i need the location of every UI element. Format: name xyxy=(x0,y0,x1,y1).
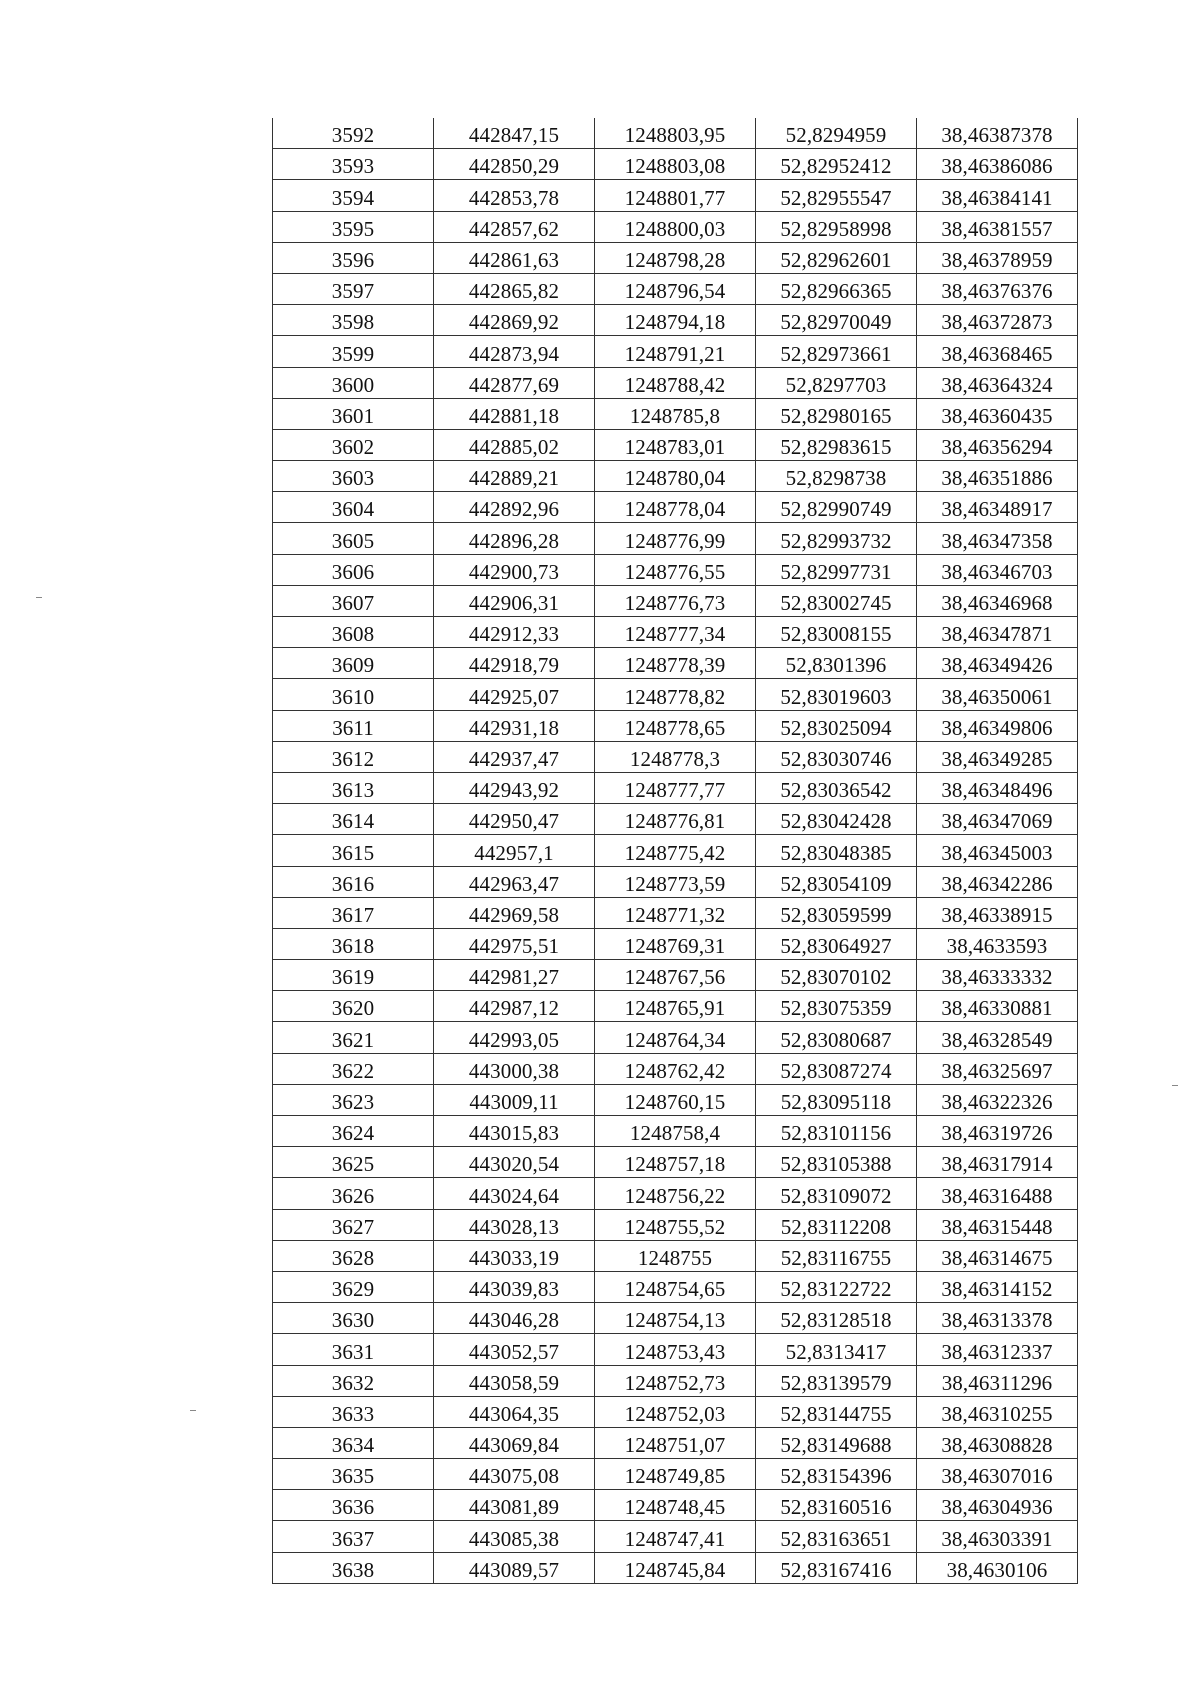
longitude-cell: 38,46311296 xyxy=(917,1365,1078,1396)
table-row xyxy=(273,1365,1078,1396)
latitude-cell: 52,82958998 xyxy=(756,211,917,242)
x-coordinate-cell: 443015,83 xyxy=(434,1116,595,1147)
x-coordinate-cell: 442865,82 xyxy=(434,273,595,304)
y-coordinate-cell: 1248745,84 xyxy=(595,1552,756,1583)
table-row xyxy=(273,1396,1078,1427)
table-row xyxy=(273,1521,1078,1552)
table-row xyxy=(273,1334,1078,1365)
y-coordinate-cell: 1248776,99 xyxy=(595,523,756,554)
table-row xyxy=(273,118,1078,149)
table-row xyxy=(273,991,1078,1022)
latitude-cell: 52,83112208 xyxy=(756,1209,917,1240)
point-number-cell: 3622 xyxy=(273,1053,434,1084)
point-number-cell: 3604 xyxy=(273,492,434,523)
longitude-cell: 38,46350061 xyxy=(917,679,1078,710)
longitude-cell: 38,46376376 xyxy=(917,273,1078,304)
table-row xyxy=(273,305,1078,336)
longitude-cell: 38,46349426 xyxy=(917,648,1078,679)
latitude-cell: 52,82970049 xyxy=(756,305,917,336)
longitude-cell: 38,46387378 xyxy=(917,118,1078,149)
latitude-cell: 52,83105388 xyxy=(756,1147,917,1178)
latitude-cell: 52,83128518 xyxy=(756,1303,917,1334)
point-number-cell: 3633 xyxy=(273,1396,434,1427)
y-coordinate-cell: 1248800,03 xyxy=(595,211,756,242)
x-coordinate-cell: 442900,73 xyxy=(434,554,595,585)
y-coordinate-cell: 1248791,21 xyxy=(595,336,756,367)
longitude-cell: 38,46364324 xyxy=(917,367,1078,398)
latitude-cell: 52,83030746 xyxy=(756,741,917,772)
latitude-cell: 52,8298738 xyxy=(756,461,917,492)
latitude-cell: 52,83144755 xyxy=(756,1396,917,1427)
longitude-cell: 38,46345003 xyxy=(917,835,1078,866)
longitude-cell: 38,46310255 xyxy=(917,1396,1078,1427)
x-coordinate-cell: 443000,38 xyxy=(434,1053,595,1084)
x-coordinate-cell: 442950,47 xyxy=(434,804,595,835)
longitude-cell: 38,46368465 xyxy=(917,336,1078,367)
x-coordinate-cell: 442912,33 xyxy=(434,617,595,648)
table-row xyxy=(273,242,1078,273)
x-coordinate-cell: 442881,18 xyxy=(434,398,595,429)
latitude-cell: 52,83075359 xyxy=(756,991,917,1022)
y-coordinate-cell: 1248764,34 xyxy=(595,1022,756,1053)
latitude-cell: 52,82997731 xyxy=(756,554,917,585)
longitude-cell: 38,46346703 xyxy=(917,554,1078,585)
x-coordinate-cell: 443020,54 xyxy=(434,1147,595,1178)
point-number-cell: 3624 xyxy=(273,1116,434,1147)
longitude-cell: 38,46330881 xyxy=(917,991,1078,1022)
table-row xyxy=(273,554,1078,585)
latitude-cell: 52,82952412 xyxy=(756,149,917,180)
y-coordinate-cell: 1248752,73 xyxy=(595,1365,756,1396)
latitude-cell: 52,83008155 xyxy=(756,617,917,648)
longitude-cell: 38,46307016 xyxy=(917,1459,1078,1490)
point-number-cell: 3598 xyxy=(273,305,434,336)
latitude-cell: 52,83059599 xyxy=(756,897,917,928)
longitude-cell: 38,46312337 xyxy=(917,1334,1078,1365)
y-coordinate-cell: 1248765,91 xyxy=(595,991,756,1022)
point-number-cell: 3638 xyxy=(273,1552,434,1583)
longitude-cell: 38,46346968 xyxy=(917,585,1078,616)
y-coordinate-cell: 1248771,32 xyxy=(595,897,756,928)
latitude-cell: 52,82962601 xyxy=(756,242,917,273)
table-row xyxy=(273,1209,1078,1240)
y-coordinate-cell: 1248776,81 xyxy=(595,804,756,835)
table-row xyxy=(273,429,1078,460)
longitude-cell: 38,46384141 xyxy=(917,180,1078,211)
point-number-cell: 3625 xyxy=(273,1147,434,1178)
point-number-cell: 3595 xyxy=(273,211,434,242)
x-coordinate-cell: 442896,28 xyxy=(434,523,595,554)
longitude-cell: 38,46338915 xyxy=(917,897,1078,928)
y-coordinate-cell: 1248757,18 xyxy=(595,1147,756,1178)
latitude-cell: 52,8297703 xyxy=(756,367,917,398)
y-coordinate-cell: 1248778,39 xyxy=(595,648,756,679)
longitude-cell: 38,46347358 xyxy=(917,523,1078,554)
y-coordinate-cell: 1248773,59 xyxy=(595,866,756,897)
y-coordinate-cell: 1248780,04 xyxy=(595,461,756,492)
table-row xyxy=(273,1427,1078,1458)
longitude-cell: 38,46342286 xyxy=(917,866,1078,897)
x-coordinate-cell: 442937,47 xyxy=(434,741,595,772)
y-coordinate-cell: 1248754,65 xyxy=(595,1271,756,1302)
point-number-cell: 3630 xyxy=(273,1303,434,1334)
table-row xyxy=(273,1271,1078,1302)
longitude-cell: 38,46314152 xyxy=(917,1271,1078,1302)
x-coordinate-cell: 443058,59 xyxy=(434,1365,595,1396)
table-row xyxy=(273,1490,1078,1521)
point-number-cell: 3627 xyxy=(273,1209,434,1240)
longitude-cell: 38,46386086 xyxy=(917,149,1078,180)
latitude-cell: 52,83036542 xyxy=(756,772,917,803)
table-row xyxy=(273,648,1078,679)
y-coordinate-cell: 1248758,4 xyxy=(595,1116,756,1147)
point-number-cell: 3603 xyxy=(273,461,434,492)
y-coordinate-cell: 1248788,42 xyxy=(595,367,756,398)
longitude-cell: 38,46349806 xyxy=(917,710,1078,741)
point-number-cell: 3601 xyxy=(273,398,434,429)
latitude-cell: 52,83025094 xyxy=(756,710,917,741)
latitude-cell: 52,83109072 xyxy=(756,1178,917,1209)
y-coordinate-cell: 1248796,54 xyxy=(595,273,756,304)
y-coordinate-cell: 1248762,42 xyxy=(595,1053,756,1084)
point-number-cell: 3632 xyxy=(273,1365,434,1396)
point-number-cell: 3614 xyxy=(273,804,434,835)
y-coordinate-cell: 1248777,77 xyxy=(595,772,756,803)
table-row xyxy=(273,461,1078,492)
table-row xyxy=(273,960,1078,991)
point-number-cell: 3626 xyxy=(273,1178,434,1209)
point-number-cell: 3612 xyxy=(273,741,434,772)
latitude-cell: 52,83002745 xyxy=(756,585,917,616)
longitude-cell: 38,46360435 xyxy=(917,398,1078,429)
longitude-cell: 38,46304936 xyxy=(917,1490,1078,1521)
longitude-cell: 38,46356294 xyxy=(917,429,1078,460)
latitude-cell: 52,83095118 xyxy=(756,1084,917,1115)
y-coordinate-cell: 1248778,3 xyxy=(595,741,756,772)
table-row xyxy=(273,710,1078,741)
y-coordinate-cell: 1248754,13 xyxy=(595,1303,756,1334)
longitude-cell: 38,4630106 xyxy=(917,1552,1078,1583)
longitude-cell: 38,46381557 xyxy=(917,211,1078,242)
longitude-cell: 38,46328549 xyxy=(917,1022,1078,1053)
y-coordinate-cell: 1248777,34 xyxy=(595,617,756,648)
table-row xyxy=(273,211,1078,242)
y-coordinate-cell: 1248803,95 xyxy=(595,118,756,149)
longitude-cell: 38,46325697 xyxy=(917,1053,1078,1084)
x-coordinate-cell: 442969,58 xyxy=(434,897,595,928)
y-coordinate-cell: 1248778,65 xyxy=(595,710,756,741)
point-number-cell: 3623 xyxy=(273,1084,434,1115)
point-number-cell: 3593 xyxy=(273,149,434,180)
point-number-cell: 3600 xyxy=(273,367,434,398)
point-number-cell: 3596 xyxy=(273,242,434,273)
point-number-cell: 3594 xyxy=(273,180,434,211)
latitude-cell: 52,83116755 xyxy=(756,1240,917,1271)
y-coordinate-cell: 1248767,56 xyxy=(595,960,756,991)
longitude-cell: 38,46313378 xyxy=(917,1303,1078,1334)
latitude-cell: 52,82980165 xyxy=(756,398,917,429)
y-coordinate-cell: 1248776,55 xyxy=(595,554,756,585)
x-coordinate-cell: 443069,84 xyxy=(434,1427,595,1458)
y-coordinate-cell: 1248798,28 xyxy=(595,242,756,273)
y-coordinate-cell: 1248755 xyxy=(595,1240,756,1271)
y-coordinate-cell: 1248769,31 xyxy=(595,928,756,959)
table-row xyxy=(273,1303,1078,1334)
x-coordinate-cell: 443089,57 xyxy=(434,1552,595,1583)
y-coordinate-cell: 1248755,52 xyxy=(595,1209,756,1240)
point-number-cell: 3636 xyxy=(273,1490,434,1521)
table-row xyxy=(273,835,1078,866)
point-number-cell: 3597 xyxy=(273,273,434,304)
coordinates-table-body xyxy=(273,118,1078,1583)
latitude-cell: 52,82983615 xyxy=(756,429,917,460)
longitude-cell: 38,46348496 xyxy=(917,772,1078,803)
y-coordinate-cell: 1248794,18 xyxy=(595,305,756,336)
point-number-cell: 3637 xyxy=(273,1521,434,1552)
table-row xyxy=(273,1116,1078,1147)
y-coordinate-cell: 1248778,04 xyxy=(595,492,756,523)
x-coordinate-cell: 442869,92 xyxy=(434,305,595,336)
longitude-cell: 38,46319726 xyxy=(917,1116,1078,1147)
x-coordinate-cell: 443081,89 xyxy=(434,1490,595,1521)
longitude-cell: 38,46351886 xyxy=(917,461,1078,492)
latitude-cell: 52,83054109 xyxy=(756,866,917,897)
table-row xyxy=(273,273,1078,304)
point-number-cell: 3616 xyxy=(273,866,434,897)
y-coordinate-cell: 1248756,22 xyxy=(595,1178,756,1209)
latitude-cell: 52,8294959 xyxy=(756,118,917,149)
coordinates-table xyxy=(272,118,1078,1584)
y-coordinate-cell: 1248751,07 xyxy=(595,1427,756,1458)
y-coordinate-cell: 1248760,15 xyxy=(595,1084,756,1115)
x-coordinate-cell: 442931,18 xyxy=(434,710,595,741)
x-coordinate-cell: 443024,64 xyxy=(434,1178,595,1209)
longitude-cell: 38,46314675 xyxy=(917,1240,1078,1271)
point-number-cell: 3619 xyxy=(273,960,434,991)
latitude-cell: 52,8301396 xyxy=(756,648,917,679)
latitude-cell: 52,83087274 xyxy=(756,1053,917,1084)
x-coordinate-cell: 443033,19 xyxy=(434,1240,595,1271)
latitude-cell: 52,83167416 xyxy=(756,1552,917,1583)
longitude-cell: 38,46315448 xyxy=(917,1209,1078,1240)
point-number-cell: 3635 xyxy=(273,1459,434,1490)
y-coordinate-cell: 1248753,43 xyxy=(595,1334,756,1365)
table-row xyxy=(273,398,1078,429)
longitude-cell: 38,46378959 xyxy=(917,242,1078,273)
latitude-cell: 52,82973661 xyxy=(756,336,917,367)
x-coordinate-cell: 443052,57 xyxy=(434,1334,595,1365)
y-coordinate-cell: 1248775,42 xyxy=(595,835,756,866)
latitude-cell: 52,82966365 xyxy=(756,273,917,304)
latitude-cell: 52,83064927 xyxy=(756,928,917,959)
latitude-cell: 52,83019603 xyxy=(756,679,917,710)
y-coordinate-cell: 1248778,82 xyxy=(595,679,756,710)
longitude-cell: 38,46372873 xyxy=(917,305,1078,336)
x-coordinate-cell: 442987,12 xyxy=(434,991,595,1022)
table-row xyxy=(273,1022,1078,1053)
table-row xyxy=(273,804,1078,835)
table-row xyxy=(273,866,1078,897)
table-row xyxy=(273,1178,1078,1209)
x-coordinate-cell: 442925,07 xyxy=(434,679,595,710)
x-coordinate-cell: 443075,08 xyxy=(434,1459,595,1490)
x-coordinate-cell: 442857,62 xyxy=(434,211,595,242)
longitude-cell: 38,46317914 xyxy=(917,1147,1078,1178)
table-row xyxy=(273,523,1078,554)
x-coordinate-cell: 442963,47 xyxy=(434,866,595,897)
margin-mark-left xyxy=(190,1410,196,1411)
longitude-cell: 38,46349285 xyxy=(917,741,1078,772)
latitude-cell: 52,83154396 xyxy=(756,1459,917,1490)
point-number-cell: 3592 xyxy=(273,118,434,149)
table-row xyxy=(273,1459,1078,1490)
y-coordinate-cell: 1248748,45 xyxy=(595,1490,756,1521)
x-coordinate-cell: 442889,21 xyxy=(434,461,595,492)
x-coordinate-cell: 443039,83 xyxy=(434,1271,595,1302)
x-coordinate-cell: 442873,94 xyxy=(434,336,595,367)
point-number-cell: 3615 xyxy=(273,835,434,866)
latitude-cell: 52,83139579 xyxy=(756,1365,917,1396)
margin-mark-right xyxy=(1172,1085,1178,1086)
point-number-cell: 3631 xyxy=(273,1334,434,1365)
point-number-cell: 3602 xyxy=(273,429,434,460)
x-coordinate-cell: 443085,38 xyxy=(434,1521,595,1552)
latitude-cell: 52,8313417 xyxy=(756,1334,917,1365)
point-number-cell: 3609 xyxy=(273,648,434,679)
longitude-cell: 38,46347069 xyxy=(917,804,1078,835)
point-number-cell: 3629 xyxy=(273,1271,434,1302)
margin-mark-left xyxy=(36,597,42,598)
point-number-cell: 3599 xyxy=(273,336,434,367)
x-coordinate-cell: 443064,35 xyxy=(434,1396,595,1427)
latitude-cell: 52,83101156 xyxy=(756,1116,917,1147)
x-coordinate-cell: 442943,92 xyxy=(434,772,595,803)
latitude-cell: 52,82955547 xyxy=(756,180,917,211)
table-row xyxy=(273,1053,1078,1084)
longitude-cell: 38,46333332 xyxy=(917,960,1078,991)
latitude-cell: 52,83080687 xyxy=(756,1022,917,1053)
latitude-cell: 52,83070102 xyxy=(756,960,917,991)
x-coordinate-cell: 442981,27 xyxy=(434,960,595,991)
point-number-cell: 3606 xyxy=(273,554,434,585)
longitude-cell: 38,46308828 xyxy=(917,1427,1078,1458)
latitude-cell: 52,83048385 xyxy=(756,835,917,866)
table-row xyxy=(273,367,1078,398)
y-coordinate-cell: 1248749,85 xyxy=(595,1459,756,1490)
x-coordinate-cell: 442850,29 xyxy=(434,149,595,180)
longitude-cell: 38,46316488 xyxy=(917,1178,1078,1209)
longitude-cell: 38,46303391 xyxy=(917,1521,1078,1552)
y-coordinate-cell: 1248776,73 xyxy=(595,585,756,616)
point-number-cell: 3628 xyxy=(273,1240,434,1271)
y-coordinate-cell: 1248783,01 xyxy=(595,429,756,460)
latitude-cell: 52,83163651 xyxy=(756,1521,917,1552)
x-coordinate-cell: 442918,79 xyxy=(434,648,595,679)
point-number-cell: 3613 xyxy=(273,772,434,803)
table-row xyxy=(273,928,1078,959)
table-row xyxy=(273,1552,1078,1583)
y-coordinate-cell: 1248752,03 xyxy=(595,1396,756,1427)
longitude-cell: 38,4633593 xyxy=(917,928,1078,959)
point-number-cell: 3611 xyxy=(273,710,434,741)
y-coordinate-cell: 1248785,8 xyxy=(595,398,756,429)
table-row xyxy=(273,1084,1078,1115)
y-coordinate-cell: 1248803,08 xyxy=(595,149,756,180)
latitude-cell: 52,82993732 xyxy=(756,523,917,554)
point-number-cell: 3610 xyxy=(273,679,434,710)
x-coordinate-cell: 442853,78 xyxy=(434,180,595,211)
x-coordinate-cell: 442957,1 xyxy=(434,835,595,866)
point-number-cell: 3617 xyxy=(273,897,434,928)
table-row xyxy=(273,1147,1078,1178)
table-row xyxy=(273,1240,1078,1271)
table-row xyxy=(273,617,1078,648)
table-row xyxy=(273,741,1078,772)
x-coordinate-cell: 442975,51 xyxy=(434,928,595,959)
table-row xyxy=(273,772,1078,803)
point-number-cell: 3634 xyxy=(273,1427,434,1458)
longitude-cell: 38,46322326 xyxy=(917,1084,1078,1115)
x-coordinate-cell: 442993,05 xyxy=(434,1022,595,1053)
y-coordinate-cell: 1248747,41 xyxy=(595,1521,756,1552)
x-coordinate-cell: 443046,28 xyxy=(434,1303,595,1334)
x-coordinate-cell: 442861,63 xyxy=(434,242,595,273)
x-coordinate-cell: 443009,11 xyxy=(434,1084,595,1115)
point-number-cell: 3605 xyxy=(273,523,434,554)
table-row xyxy=(273,897,1078,928)
table-row xyxy=(273,149,1078,180)
latitude-cell: 52,83149688 xyxy=(756,1427,917,1458)
longitude-cell: 38,46347871 xyxy=(917,617,1078,648)
table-row xyxy=(273,336,1078,367)
longitude-cell: 38,46348917 xyxy=(917,492,1078,523)
point-number-cell: 3621 xyxy=(273,1022,434,1053)
table-row xyxy=(273,679,1078,710)
latitude-cell: 52,82990749 xyxy=(756,492,917,523)
x-coordinate-cell: 442892,96 xyxy=(434,492,595,523)
table-row xyxy=(273,585,1078,616)
point-number-cell: 3618 xyxy=(273,928,434,959)
table-row xyxy=(273,180,1078,211)
latitude-cell: 52,83122722 xyxy=(756,1271,917,1302)
y-coordinate-cell: 1248801,77 xyxy=(595,180,756,211)
table-row xyxy=(273,492,1078,523)
latitude-cell: 52,83042428 xyxy=(756,804,917,835)
latitude-cell: 52,83160516 xyxy=(756,1490,917,1521)
x-coordinate-cell: 442906,31 xyxy=(434,585,595,616)
x-coordinate-cell: 443028,13 xyxy=(434,1209,595,1240)
x-coordinate-cell: 442877,69 xyxy=(434,367,595,398)
point-number-cell: 3620 xyxy=(273,991,434,1022)
point-number-cell: 3608 xyxy=(273,617,434,648)
point-number-cell: 3607 xyxy=(273,585,434,616)
x-coordinate-cell: 442885,02 xyxy=(434,429,595,460)
x-coordinate-cell: 442847,15 xyxy=(434,118,595,149)
